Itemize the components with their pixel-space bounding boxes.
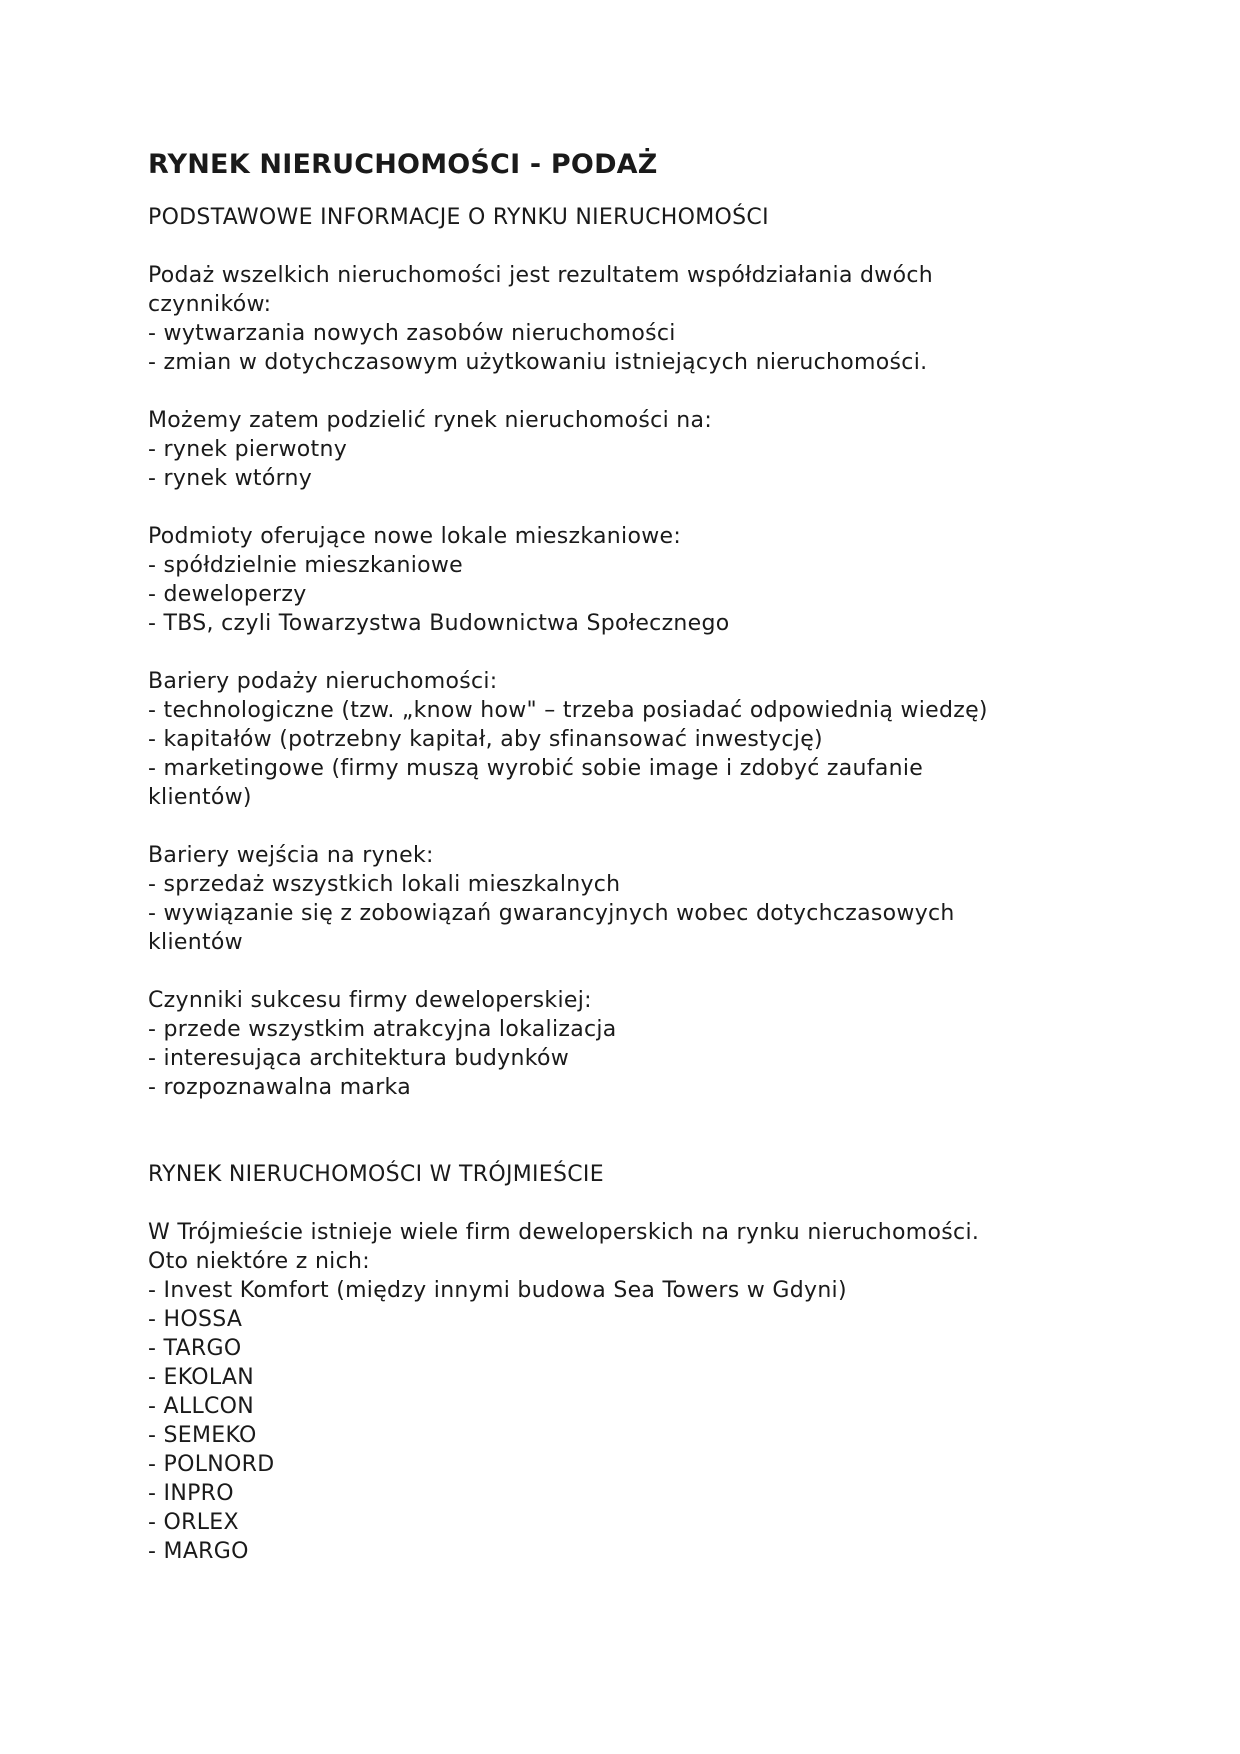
text-line: - TBS, czyli Towarzystwa Budownictwa Społecznego [148, 611, 730, 636]
paragraph-block [148, 1218, 1148, 1566]
text-line: - Invest Komfort (między innymi budowa Sea Towers w Gdyni) [148, 1278, 847, 1303]
section-trojmiasto-content [148, 1218, 1148, 1566]
text-line: - sprzedaż wszystkich lokali mieszkalnych [148, 872, 621, 897]
text-line: Czynniki sukcesu firmy deweloperskiej: [148, 988, 592, 1013]
text-line: Bariery podaży nieruchomości: [148, 669, 498, 694]
section-spacer [148, 1131, 1148, 1160]
text-line: Oto niektóre z nich: [148, 1249, 370, 1274]
text-line: klientów [148, 930, 243, 955]
text-line: - ALLCON [148, 1394, 255, 1419]
paragraph-block [148, 522, 1148, 638]
text-line: - interesująca architektura budynków [148, 1046, 570, 1071]
text-line: - HOSSA [148, 1307, 243, 1332]
section-heading-trojmiasto: RYNEK NIERUCHOMOŚCI W TRÓJMIEŚCIE [148, 1162, 604, 1187]
section-basics-content [148, 261, 1148, 1102]
text-line: - przede wszystkim atrakcyjna lokalizacja [148, 1017, 617, 1042]
text-line: - INPRO [148, 1481, 234, 1506]
text-line: czynników: [148, 292, 272, 317]
text-line: Możemy zatem podzielić rynek nieruchomości na: [148, 408, 713, 433]
text-line: - wywiązanie się z zobowiązań gwarancyjnych wobec dotychczasowych [148, 901, 955, 926]
text-line: - rynek wtórny [148, 466, 313, 491]
text-line: Bariery wejścia na rynek: [148, 843, 434, 868]
text-line: - kapitałów (potrzebny kapitał, aby sfinansować inwestycję) [148, 727, 823, 752]
text-line: - EKOLAN [148, 1365, 255, 1390]
text-line: - SEMEKO [148, 1423, 257, 1448]
document-title: RYNEK NIERUCHOMOŚCI - PODAŻ [148, 149, 658, 180]
text-line: Podaż wszelkich nieruchomości jest rezultatem współdziałania dwóch [148, 263, 933, 288]
text-line: - zmian w dotychczasowym użytkowaniu istniejących nieruchomości. [148, 350, 928, 375]
paragraph-block [148, 406, 1148, 493]
text-line: - POLNORD [148, 1452, 275, 1477]
document-page [148, 145, 1148, 1595]
text-line: - wytwarzania nowych zasobów nieruchomości [148, 321, 676, 346]
text-line: klientów) [148, 785, 252, 810]
text-line: - deweloperzy [148, 582, 307, 607]
text-line: - TARGO [148, 1336, 242, 1361]
text-line: - marketingowe (firmy muszą wyrobić sobie image i zdobyć zaufanie [148, 756, 924, 781]
paragraph-block [148, 261, 1148, 377]
paragraph-block [148, 841, 1148, 957]
section-heading-basics: PODSTAWOWE INFORMACJE O RYNKU NIERUCHOMOŚCI [148, 205, 769, 230]
paragraph-block [148, 667, 1148, 812]
text-line: Podmioty oferujące nowe lokale mieszkaniowe: [148, 524, 682, 549]
text-line: - rozpoznawalna marka [148, 1075, 411, 1100]
paragraph-block [148, 986, 1148, 1102]
text-line: W Trójmieście istnieje wiele firm deweloperskich na rynku nieruchomości. [148, 1220, 980, 1245]
text-line: - rynek pierwotny [148, 437, 348, 462]
text-line: - spółdzielnie mieszkaniowe [148, 553, 463, 578]
text-line: - MARGO [148, 1539, 249, 1564]
text-line: - ORLEX [148, 1510, 239, 1535]
text-line: - technologiczne (tzw. „know how" – trzeba posiadać odpowiednią wiedzę) [148, 698, 988, 723]
